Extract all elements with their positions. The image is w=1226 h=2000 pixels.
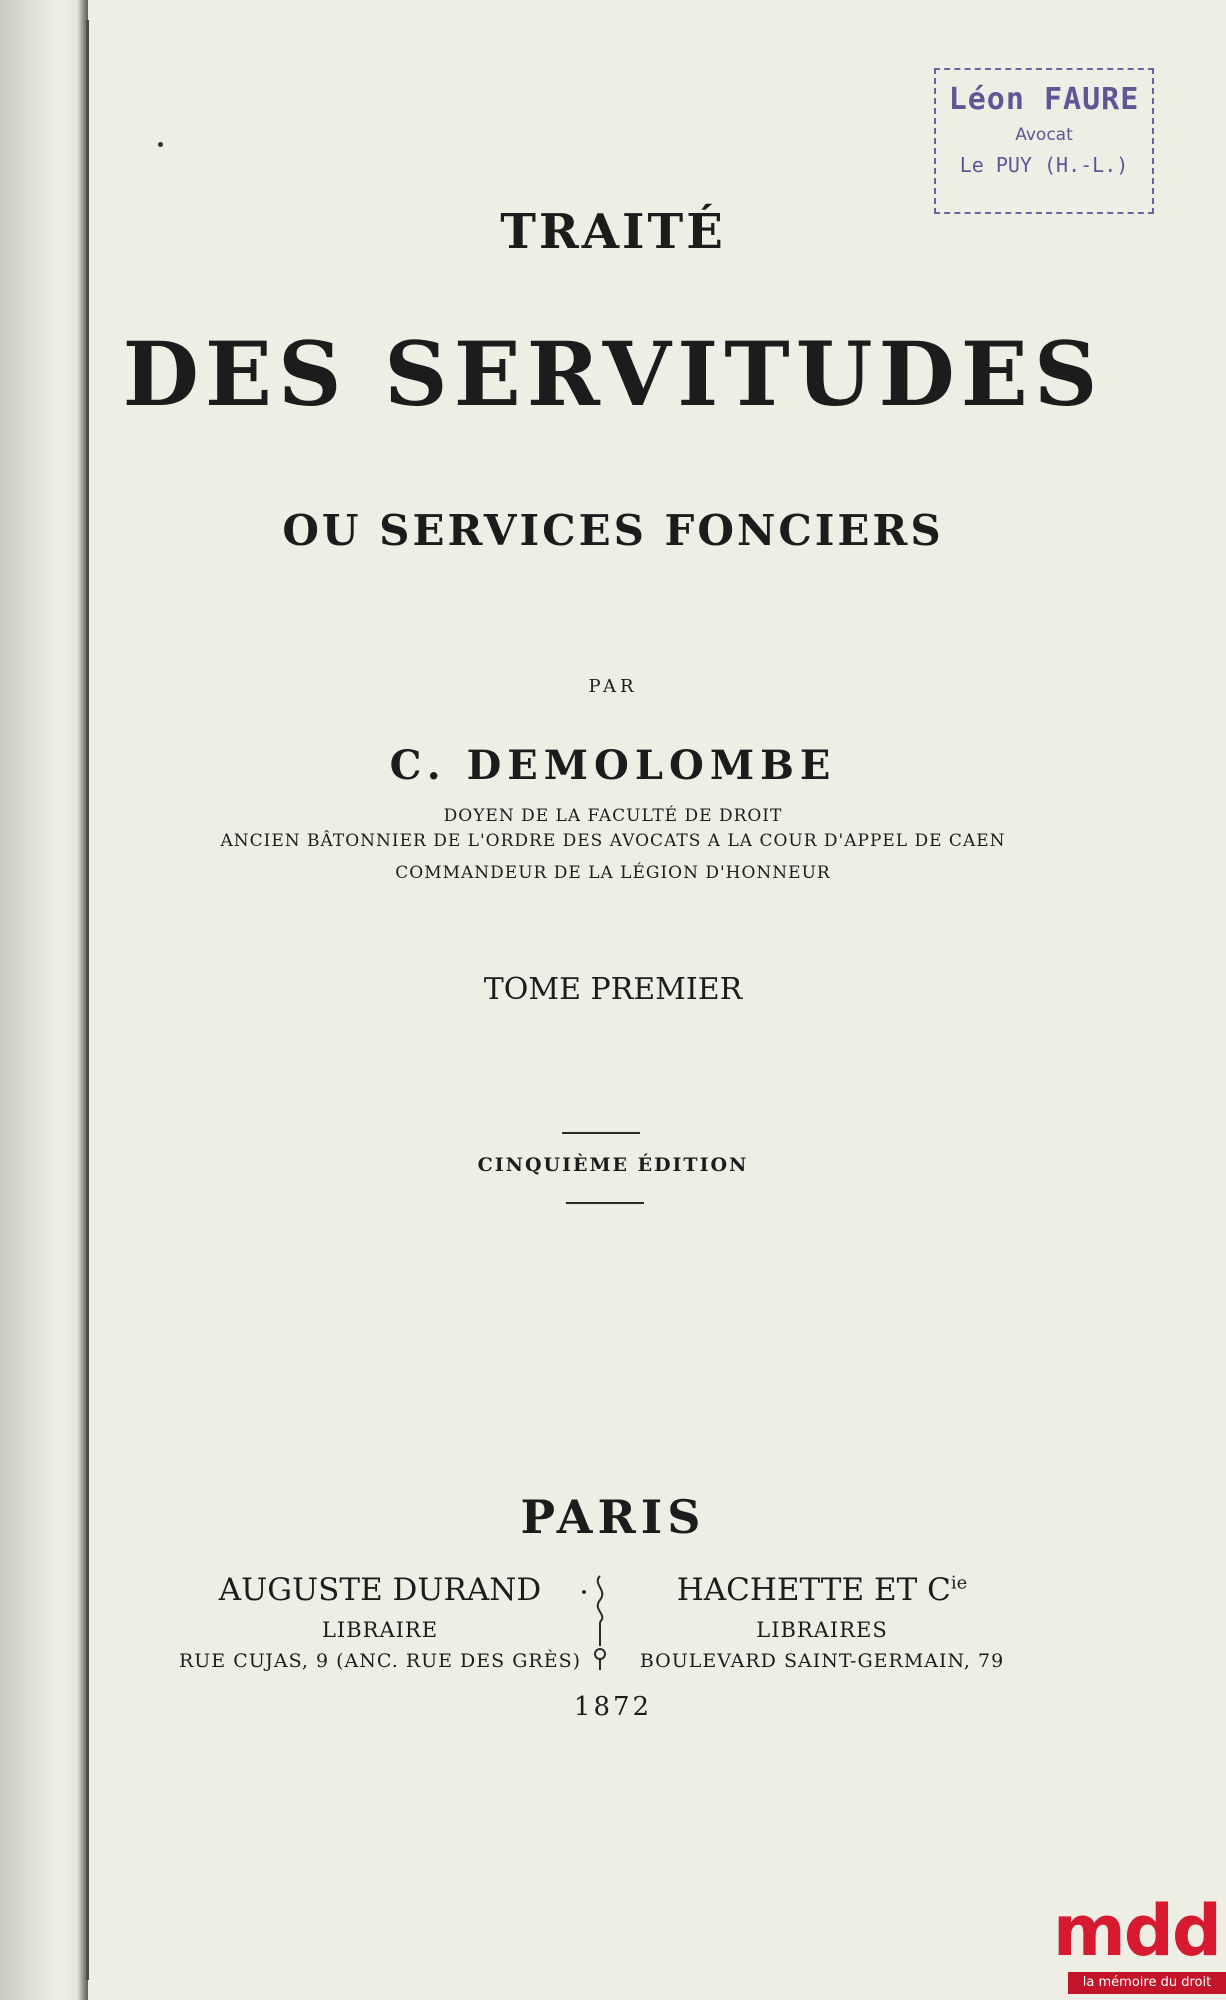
publication-year: 1872: [573, 1692, 653, 1722]
owner-stamp: [934, 68, 1154, 214]
title-line-3: OU SERVICES FONCIERS: [282, 506, 944, 555]
logo-caption: la mémoire du droit: [1068, 1972, 1226, 1994]
logo-letters: mdd: [1052, 1890, 1220, 1972]
author-name: C. DEMOLOMBE: [389, 742, 837, 789]
publisher-left-role: LIBRAIRE: [321, 1618, 439, 1642]
stamp-name: Léon FAURE: [948, 82, 1140, 117]
publisher-right-name-sup: ie: [950, 1572, 968, 1594]
title-line-2: DES SERVITUDES: [122, 322, 1104, 426]
title-line-1: TRAITÉ: [500, 204, 726, 260]
publisher-right-address: BOULEVARD SAINT-GERMAIN, 79: [639, 1650, 1005, 1672]
stamp-location: Le PUY (H.-L.): [959, 153, 1129, 177]
edition-rule-top: [562, 1132, 640, 1134]
mdd-logo: [1052, 1890, 1226, 2000]
volume-label: TOME PREMIER: [483, 972, 743, 1007]
publisher-left-name: AUGUSTE DURAND: [218, 1572, 542, 1608]
edition-label: CINQUIÈME ÉDITION: [477, 1154, 749, 1176]
stamp-profession: Avocat: [1015, 125, 1073, 145]
edition-rule-bottom: [566, 1202, 644, 1204]
ink-speck: [158, 142, 163, 147]
publisher-right-role: LIBRAIRES: [756, 1618, 888, 1642]
ornament-divider-icon: [588, 1574, 612, 1672]
author-qualification-1: DOYEN DE LA FACULTÉ DE DROIT: [443, 806, 783, 826]
author-qualification-2: ANCIEN BÂTONNIER DE L'ORDRE DES AVOCATS A LA COUR D'APPEL DE CAEN: [220, 831, 1006, 851]
imprint-city: PARIS: [520, 1490, 706, 1544]
publisher-right-name: HACHETTE ET $C^{ie}$: [676, 1572, 968, 1608]
author-qualification-3: COMMANDEUR DE LA LÉGION D'HONNEUR: [395, 863, 831, 883]
publisher-left-address: RUE CUJAS, 9 (ANC. RUE DES GRÈS): [178, 1650, 582, 1672]
byline: PAR: [588, 676, 638, 697]
